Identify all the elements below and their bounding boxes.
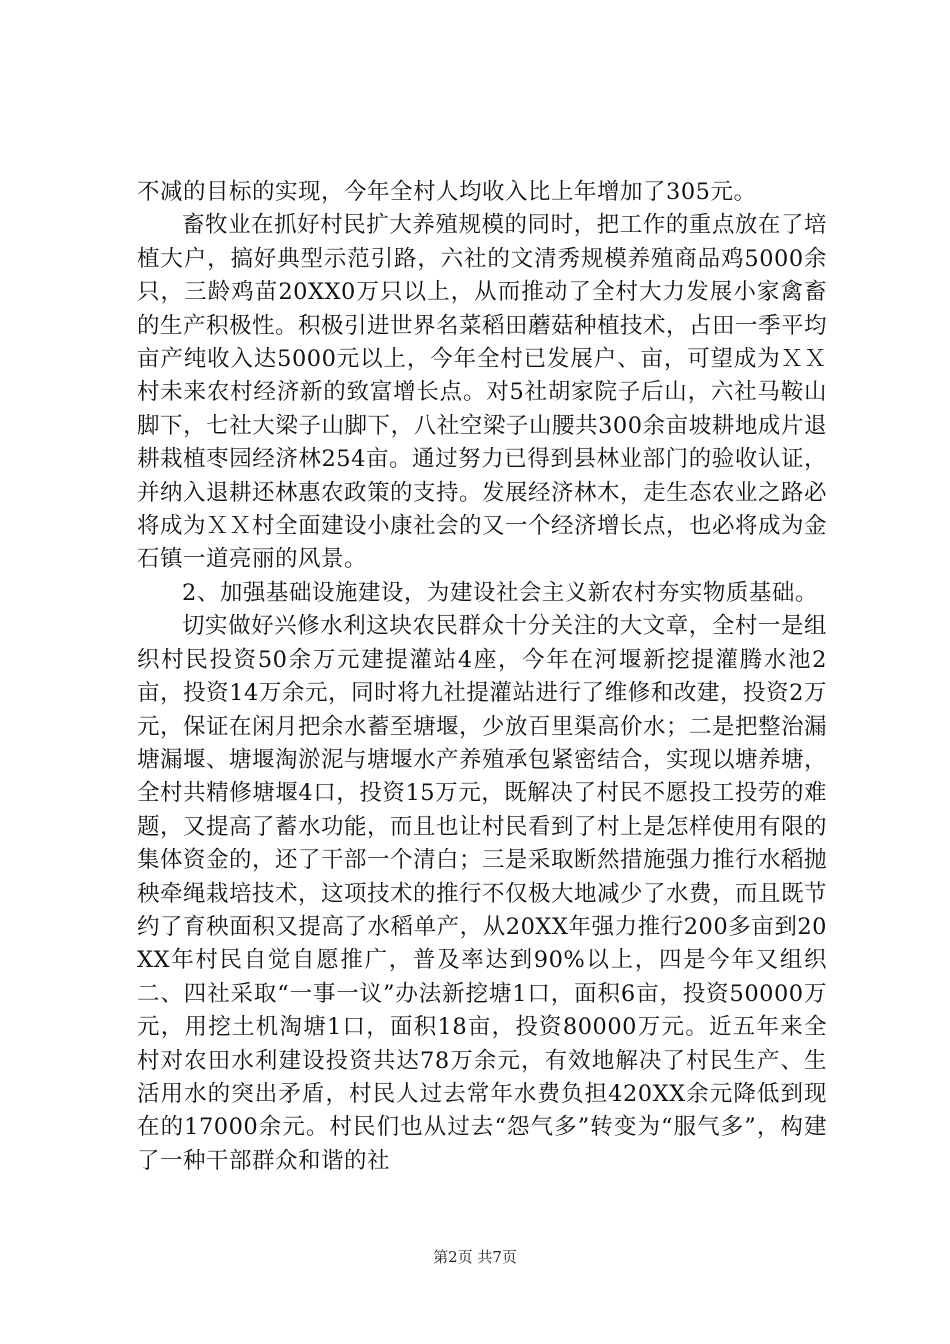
page-footer: 第2页 共7页: [433, 1248, 517, 1266]
paragraph-3-heading: 2、加强基础设施建设，为建设社会主义新农村夯实物质基础。: [182, 579, 818, 606]
paragraph-1: 不减的目标的实现，今年全村人均收入比上年增加了305元。: [137, 179, 757, 205]
paragraph-4: 切实做好兴修水利这块农民群众十分关注的大文章，全村一是组织村民投资50余万元建提灌站4座，今年在河堰新挖提灌腾水池2亩，投资14万余元，同时将九社提灌站进行了维修和改建，投资2万元，保证在闲月把余水蓄至塘堰，少放百里渠高价水；二是把整治漏塘漏堰、塘堰淘淤泥与塘堰水产养殖承包紧密结合，实现以塘养塘，全村共精修塘堰4口，投资15万元，既解决了村民不愿投工投劳的难题，又提高了蓄水功能，而且也让村民看到了村上是怎样使用有限的集体资金的，还了干部一个清白；三是采取断然措施强力推行水稻抛秧牵绳栽培技术，这项技术的推行不仅极大地减少了水费，而且既节约了育秧面积又提高了水稻单产，从20XX年强力推行200多亩到20XX年村民自觉自愿推广，普及率达到90%以上，四是今年又组织二、四社采取“一事一议”办法新挖塘1口，面积6亩，投资50000万元，用挖土机淘塘1口，面积18亩，投资80000万元。近五年来全村对农田水利建设投资共达78万余元，有效地解决了村民生产、生活用水的突出矛盾，村民人过去常年水费负担420XX余元降低到现在的17000余元。村民们也从过去“怨气多”转变为“服气多”，构建了一种干部群众和谐的社: [137, 613, 828, 1174]
paragraph-2: 畜牧业在抓好村民扩大养殖规模的同时，把工作的重点放在了培植大户，搞好典型示范引路，六社的文清秀规模养殖商品鸡5000余只，三龄鸡苗20XX0万只以上，从而推动了全村大力发展小家禽畜的生产积极性。积极引进世界名菜稻田蘑菇种植技术，占田一季平均亩产纯收入达5000元以上，今年全村已发展户、亩，可望成为ＸＸ村未来农村经济新的致富增长点。对5社胡家院子后山，六社马鞍山脚下，七社大梁子山脚下，八社空梁子山腰共300余亩坡耕地成片退耕栽植枣园经济林254亩。通过努力已得到县林业部门的验收认证，并纳入退耕还林惠农政策的支持。发展经济林木，走生态农业之路必将成为ＸＸ村全面建设小康社会的又一个经济增长点，也必将成为金石镇一道亮丽的风景。: [137, 212, 828, 573]
page-body: [137, 176, 827, 1178]
